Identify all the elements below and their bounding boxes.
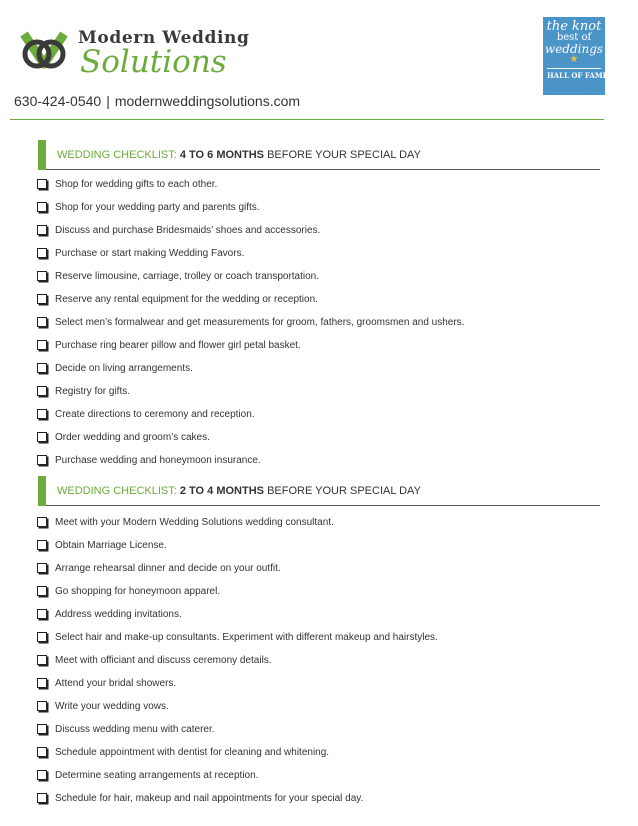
checklist-item-label: Order wedding and groom’s cakes. (55, 431, 210, 443)
section-divider (46, 505, 600, 506)
checkbox-icon[interactable] (37, 317, 47, 327)
section-divider (46, 169, 600, 170)
checkbox-icon[interactable] (37, 386, 47, 396)
checklist-item[interactable] (37, 652, 272, 668)
checklist-item[interactable] (37, 583, 220, 599)
checkbox-icon[interactable] (37, 770, 47, 780)
checklist-item-label: Registry for gifts. (55, 385, 131, 397)
checklist-item[interactable] (37, 767, 258, 783)
checklist-item[interactable] (37, 268, 319, 284)
checkbox-icon[interactable] (37, 701, 47, 711)
checkbox-icon[interactable] (37, 363, 47, 373)
checkbox-icon[interactable] (37, 655, 47, 665)
checkbox-icon[interactable] (37, 179, 47, 189)
checkbox-icon[interactable] (37, 202, 47, 212)
checklist-item[interactable] (37, 721, 215, 737)
checklist-item-label: Meet with officiant and discuss ceremony details. (55, 654, 272, 666)
checkbox-icon[interactable] (37, 340, 47, 350)
checklist-item[interactable] (37, 744, 329, 760)
checklist-item[interactable] (37, 176, 217, 192)
logo-name-top: Modern Wedding (78, 28, 250, 48)
checkbox-icon[interactable] (37, 724, 47, 734)
checklist-item-label: Attend your bridal showers. (55, 677, 177, 689)
checkbox-icon[interactable] (37, 271, 47, 281)
checklist-item[interactable] (37, 383, 130, 399)
checkbox-icon[interactable] (37, 563, 47, 573)
section-title-suffix: BEFORE YOUR SPECIAL DAY (267, 149, 421, 161)
badge-line-4: HALL OF FAME (547, 68, 601, 80)
checklist-item[interactable] (37, 222, 320, 238)
checklist-item[interactable] (37, 790, 363, 806)
checklist-item[interactable] (37, 199, 260, 215)
checklist-item[interactable] (37, 560, 281, 576)
checklist-item-label: Arrange rehearsal dinner and decide on your outfit. (55, 562, 281, 574)
checklist-item[interactable] (37, 537, 167, 553)
checklist-item[interactable] (37, 360, 193, 376)
checkbox-icon[interactable] (37, 517, 47, 527)
checklist-item[interactable] (37, 514, 334, 530)
header-divider (10, 119, 604, 120)
section-title-suffix: BEFORE YOUR SPECIAL DAY (267, 485, 421, 497)
checklist-item-label: Go shopping for honeymoon apparel. (55, 585, 221, 597)
checklist-item[interactable] (37, 675, 176, 691)
checklist-item-label: Shop for your wedding party and parents gifts. (55, 201, 260, 213)
badge-line-2: best of (556, 32, 592, 43)
checklist-item-label: Select men’s formalwear and get measurements for groom, fathers, groomsmen and ushers. (55, 316, 465, 328)
checklist-item[interactable] (37, 452, 261, 468)
checklist-item-label: Shop for wedding gifts to each other. (55, 178, 218, 190)
checkbox-icon[interactable] (37, 609, 47, 619)
checkbox-icon[interactable] (37, 225, 47, 235)
checklist-item[interactable] (37, 337, 301, 353)
checklist-item-label: Schedule appointment with dentist for cleaning and whitening. (55, 746, 330, 758)
checklist-item[interactable] (37, 245, 244, 261)
interlocked-rings-icon (18, 24, 70, 76)
logo-name-script: Solutions (80, 44, 227, 80)
section-accent-bar (38, 140, 46, 170)
checklist-item-label: Write your wedding vows. (55, 700, 169, 712)
checklist-item[interactable] (37, 429, 210, 445)
checklist-item-label: Address wedding invitations. (55, 608, 182, 620)
checkbox-icon[interactable] (37, 455, 47, 465)
checklist-item-label: Meet with your Modern Wedding Solutions wedding consultant. (55, 516, 334, 528)
checklist-item-label: Purchase wedding and honeymoon insurance. (55, 454, 261, 466)
checklist-item-label: Select hair and make-up consultants. Experiment with different makeup and hairstyles. (55, 631, 438, 643)
award-badge (543, 17, 608, 95)
star-icon: ★ (569, 54, 579, 65)
section-title (57, 149, 421, 161)
checklist-item-label: Decide on living arrangements. (55, 362, 193, 374)
checklist-item-label: Schedule for hair, makeup and nail appointments for your special day. (55, 792, 364, 804)
checklist-item-label: Obtain Marriage License. (55, 539, 167, 551)
contact-separator: | (106, 93, 110, 109)
section-title (57, 485, 421, 497)
website-link[interactable]: modernweddingsolutions.com (114, 93, 301, 109)
checkbox-icon[interactable] (37, 632, 47, 642)
checkbox-icon[interactable] (37, 747, 47, 757)
checklist-item[interactable] (37, 606, 182, 622)
badge-line-3: weddings (544, 42, 604, 56)
checklist-item-label: Discuss wedding menu with caterer. (55, 723, 215, 735)
checkbox-icon[interactable] (37, 294, 47, 304)
checkbox-icon[interactable] (37, 432, 47, 442)
phone-number: 630-424-0540 (14, 93, 102, 109)
checklist-item[interactable] (37, 629, 438, 645)
checklist-item[interactable] (37, 406, 255, 422)
checklist-item-label: Purchase or start making Wedding Favors. (55, 247, 245, 259)
checkbox-icon[interactable] (37, 540, 47, 550)
checkbox-icon[interactable] (37, 793, 47, 803)
checkbox-icon[interactable] (37, 678, 47, 688)
company-logo (18, 20, 258, 82)
checklist-item-label: Create directions to ceremony and reception. (55, 408, 255, 420)
checkbox-icon[interactable] (37, 248, 47, 258)
section-accent-bar (38, 476, 46, 506)
checklist-item[interactable] (37, 314, 464, 330)
checklist-item-label: Reserve any rental equipment for the wedding or reception. (55, 293, 318, 305)
section-title-prefix: WEDDING CHECKLIST: (57, 485, 177, 497)
checklist-item[interactable] (37, 698, 169, 714)
checklist-item-label: Discuss and purchase Bridesmaids’ shoes and accessories. (55, 224, 321, 236)
checklist-item-label: Purchase ring bearer pillow and flower girl petal basket. (55, 339, 301, 351)
checkbox-icon[interactable] (37, 586, 47, 596)
section-title-range: 2 TO 4 MONTHS (179, 485, 265, 497)
checkbox-icon[interactable] (37, 409, 47, 419)
section-title-prefix: WEDDING CHECKLIST: (57, 149, 177, 161)
badge-line-1: the knot (546, 19, 602, 34)
checklist-item-label: Reserve limousine, carriage, trolley or coach transportation. (55, 270, 320, 282)
contact-line (14, 93, 300, 109)
checklist-item-label: Determine seating arrangements at reception. (55, 769, 259, 781)
checklist-item[interactable] (37, 291, 318, 307)
section-title-range: 4 TO 6 MONTHS (179, 149, 265, 161)
